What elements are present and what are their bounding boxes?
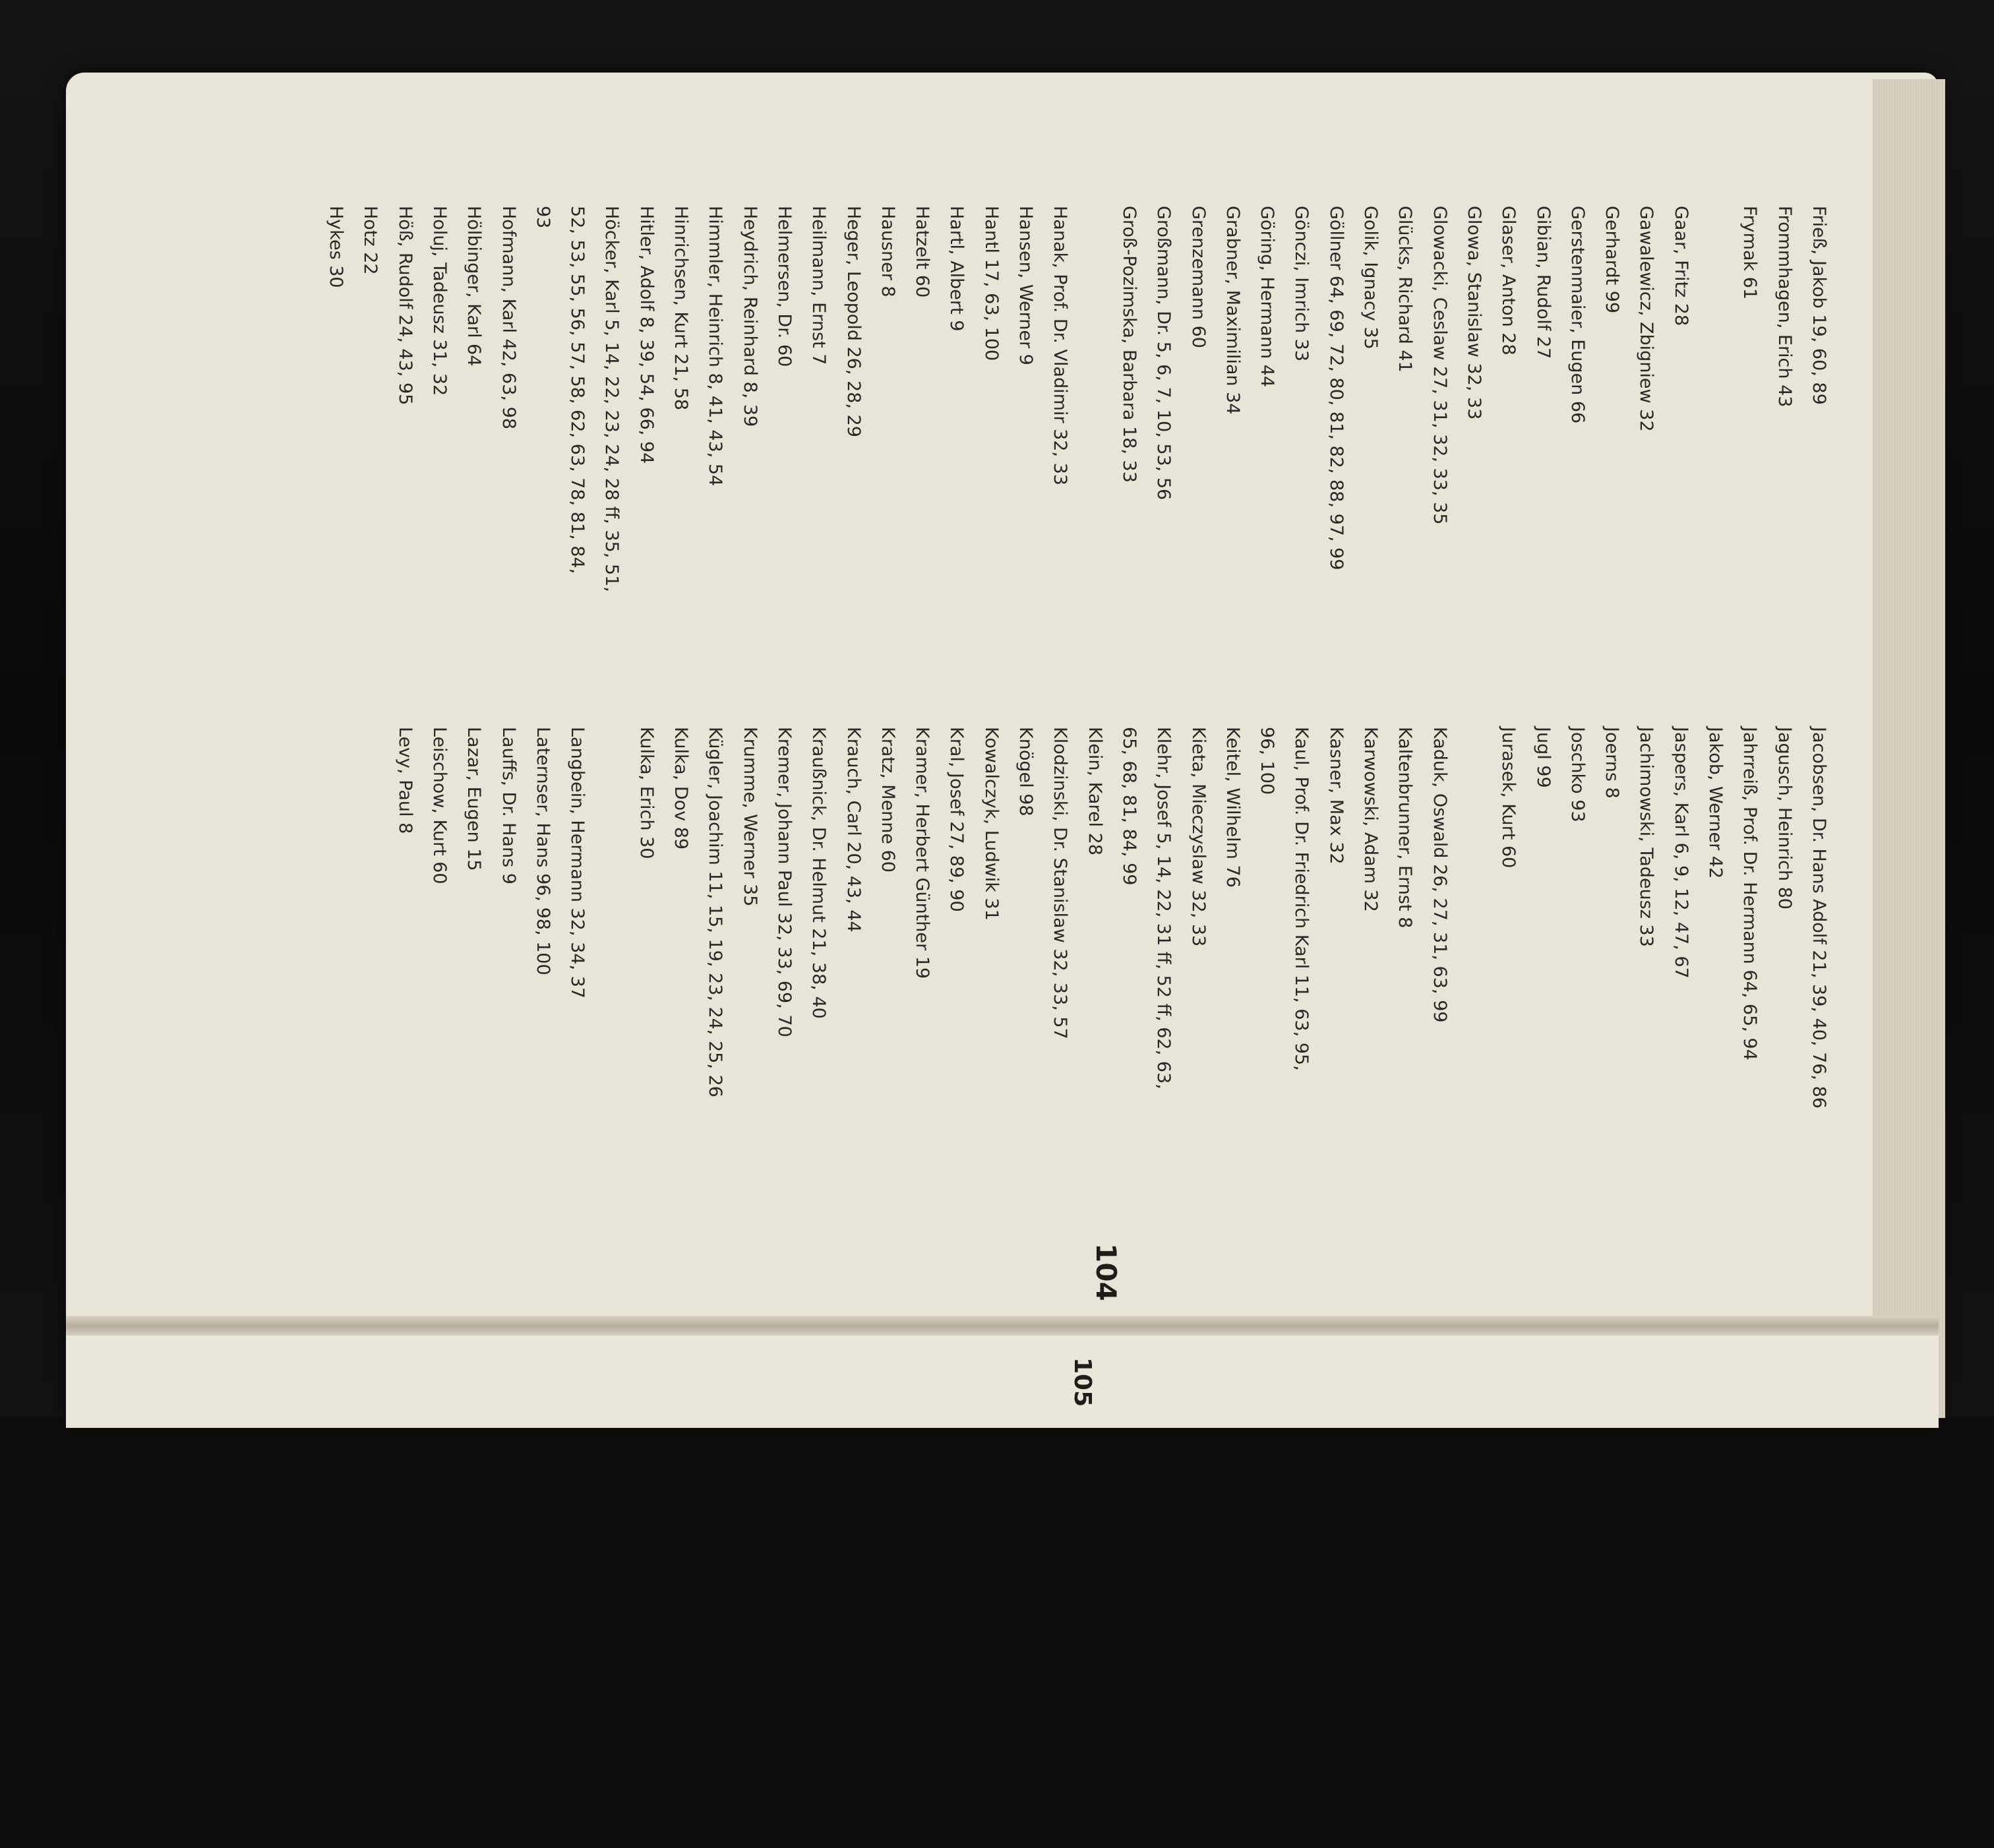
index-entry: Hykes 30	[326, 206, 347, 288]
index-entry: Jugl 99	[1532, 727, 1554, 788]
index-entry: Knögel 98	[1015, 727, 1037, 816]
index-entry: Frommhagen, Erich 43	[1774, 206, 1795, 408]
index-entry: Höcker, Karl 5, 14, 22, 23, 24, 28 ff, 35, 51,	[601, 206, 622, 592]
index-entry: Joerns 8	[1602, 727, 1623, 799]
index-entry: Keitel, Wilhelm 76	[1222, 727, 1243, 888]
index-entry: Jacobsen, Dr. Hans Adolf 21, 39, 40, 76, 86	[1809, 727, 1829, 1109]
index-entry: Kasner, Max 32	[1325, 727, 1346, 865]
index-entry: Jaspers, Karl 6, 9, 12, 47, 67	[1670, 727, 1691, 979]
index-entry: 96, 100	[1257, 727, 1278, 795]
index-entry: Kremer, Johann Paul 32, 33, 69, 70	[774, 727, 795, 1037]
index-entry: Gerstenmaier, Eugen 66	[1567, 206, 1588, 424]
index-entry: Kieta, Mieczyslaw 32, 33	[1188, 727, 1209, 947]
index-entry: Grenzemann 60	[1188, 206, 1209, 348]
index-entry: Laternser, Hans 96, 98, 100	[532, 727, 553, 975]
index-entry: Holuj, Tadeusz 31, 32	[429, 206, 450, 396]
index-entry: Heydrich, Reinhard 8, 39	[739, 206, 760, 427]
index-entry: Kaltenbrunner, Ernst 8	[1395, 727, 1416, 929]
index-entry: Glaser, Anton 28	[1498, 206, 1519, 355]
index-entry: Jakob, Werner 42	[1705, 727, 1726, 879]
index-entry: Klodzinski, Dr. Stanislaw 32, 33, 57	[1050, 727, 1071, 1039]
next-page-number: 105	[1069, 1357, 1096, 1407]
index-entry: Kulka, Erich 30	[636, 727, 657, 859]
index-entry: Kaduk, Oswald 26, 27, 31, 63, 99	[1429, 727, 1450, 1023]
index-entry: Glücks, Richard 41	[1395, 206, 1416, 373]
index-entry: Gerhardt 99	[1602, 206, 1623, 314]
index-entry: Kügler, Joachim 11, 15, 19, 23, 24, 25, 26	[705, 727, 726, 1097]
facing-page-strip	[66, 1336, 1939, 1428]
index-entry: Grabner, Maximilian 34	[1222, 206, 1243, 415]
index-entry: Krumme, Werner 35	[739, 727, 760, 907]
book-gutter	[66, 1316, 1939, 1336]
index-entry: Hotz 22	[360, 206, 381, 275]
index-entry: Göllner 64, 69, 72, 80, 81, 82, 88, 97, 99	[1325, 206, 1346, 570]
index-entry: Höß, Rudolf 24, 43, 95	[394, 206, 415, 406]
index-entry: Leischow, Kurt 60	[429, 727, 450, 884]
index-entry: Hitler, Adolf 8, 39, 54, 66, 94	[636, 206, 657, 464]
index-entry: Gaar, Fritz 28	[1670, 206, 1691, 326]
index-entry: Gönczi, Imrich 33	[1291, 206, 1312, 361]
index-entry: Gawalewicz, Zbigniew 32	[1636, 206, 1657, 432]
index-entry: Kratz, Menne 60	[877, 727, 898, 873]
index-entry: Lauffs, Dr. Hans 9	[498, 727, 519, 884]
index-entry: Großmann, Dr. 5, 6, 7, 10, 53, 56	[1153, 206, 1174, 501]
index-entry: Langbein, Hermann 32, 34, 37	[567, 727, 588, 999]
index-entry: 93	[532, 206, 553, 229]
index-entry: 52, 53, 55, 56, 57, 58, 62, 63, 78, 81, 84,	[567, 206, 588, 574]
index-entry: Joschko 93	[1567, 727, 1588, 822]
page-number: 104	[1090, 1243, 1122, 1301]
index-entry: Hantl 17, 63, 100	[981, 206, 1002, 361]
index-entry: Hatzelt 60	[912, 206, 933, 298]
index-entry: Lazar, Eugen 15	[464, 727, 485, 871]
index-entry: Golik, Ignacy 35	[1360, 206, 1381, 350]
index-entry: Klein, Karel 28	[1084, 727, 1105, 855]
index-entry: Kulka, Dov 89	[671, 727, 692, 850]
index-entry: Kaul, Prof. Dr. Friedrich Karl 11, 63, 95,	[1291, 727, 1312, 1071]
index-entry: Hinrichsen, Kurt 21, 58	[671, 206, 692, 411]
index-entry: Jagusch, Heinrich 80	[1774, 727, 1795, 909]
index-entry: Karwowski, Adam 32	[1360, 727, 1381, 912]
index-entry: Hofmann, Karl 42, 63, 98	[498, 206, 519, 429]
index-entry: Hölbinger, Karl 64	[464, 206, 485, 367]
index-entry: Krauch, Carl 20, 43, 44	[843, 727, 864, 933]
index-entry: Kral, Josef 27, 89, 90	[946, 727, 967, 912]
index-entry: Helmersen, Dr. 60	[774, 206, 795, 367]
index-entry: Gibian, Rudolf 27	[1532, 206, 1554, 359]
index-entry: Klehr, Josef 5, 14, 22, 31 ff, 52 ff, 62, 63,	[1153, 727, 1174, 1090]
index-entry: Himmler, Heinrich 8, 41, 43, 54	[705, 206, 726, 487]
index-entry: Hanak, Prof. Dr. Vladimir 32, 33	[1050, 206, 1071, 485]
index-entry: Frymak 61	[1739, 206, 1761, 300]
index-entry: 65, 68, 81, 84, 99	[1119, 727, 1139, 886]
index-entry: Heilmann, Ernst 7	[808, 206, 830, 365]
index-entry: Levy, Paul 8	[394, 727, 415, 834]
index-entry: Kraußnick, Dr. Helmut 21, 38, 40	[808, 727, 830, 1019]
index-entry: Glowa, Stanislaw 32, 33	[1464, 206, 1484, 420]
page-edges	[1873, 79, 1945, 1418]
index-entry: Jahrreiß, Prof. Dr. Hermann 64, 65, 94	[1739, 727, 1761, 1061]
index-entry: Göring, Hermann 44	[1257, 206, 1278, 388]
book-page	[66, 73, 1939, 1425]
index-entry: Hausner 8	[877, 206, 898, 297]
index-entry: Jachimowski, Tadeusz 33	[1636, 727, 1657, 947]
index-entry: Hansen, Werner 9	[1015, 206, 1037, 365]
index-entry: Glowacki, Ceslaw 27, 31, 32, 33, 35	[1429, 206, 1450, 525]
index-entry: Frieß, Jakob 19, 60, 89	[1809, 206, 1829, 405]
index-entry: Groß-Pozimska, Barbara 18, 33	[1119, 206, 1139, 483]
index-entry: Heger, Leopold 26, 28, 29	[843, 206, 864, 437]
index-entry: Hartl, Albert 9	[946, 206, 967, 332]
index-entry: Kramer, Herbert Günther 19	[912, 727, 933, 979]
index-entry: Jurasek, Kurt 60	[1498, 727, 1519, 869]
index-entry: Kowalczyk, Ludwik 31	[981, 727, 1002, 921]
